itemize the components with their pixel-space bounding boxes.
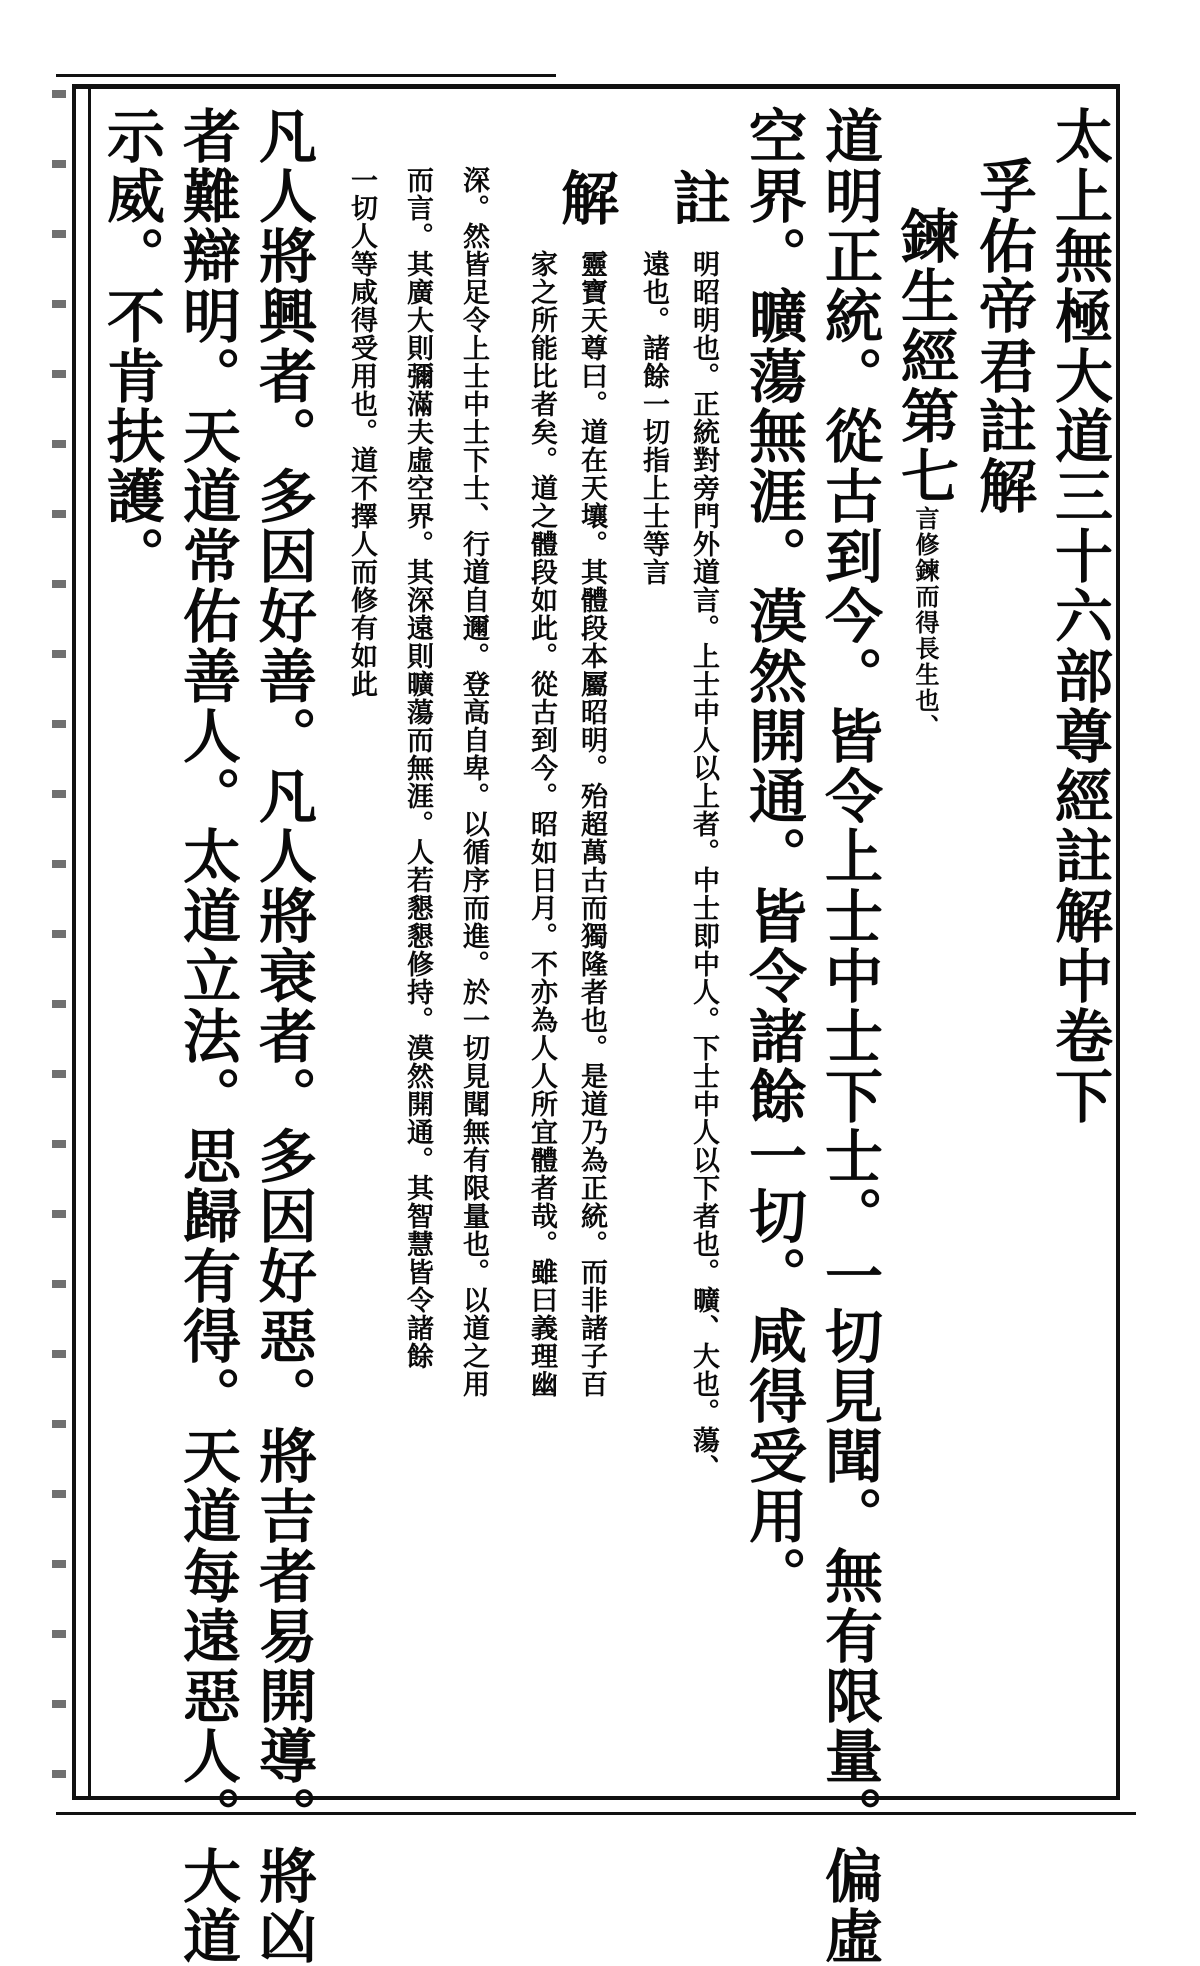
commentary-label-zhu: 註: [663, 168, 731, 228]
chapter-title: 鍊生經第七: [891, 206, 959, 506]
sutra-line-2: 空界。曠蕩無涯。漠然開通。皆令諸餘一切。咸得受用。: [739, 106, 807, 1606]
body-line-3: 示威。不肯扶護。: [97, 106, 165, 586]
body-line-1: 凡人將興者。多因好善。凡人將衰者。多因好惡。將吉者易開導。將凶: [249, 106, 317, 1966]
jie-line-2: 家之所能比者矣。道之體段如此。從古到今。昭如日月。不亦為人人所宜體者哉。雖曰義理幽: [526, 250, 557, 1398]
inner-rule: [88, 84, 91, 1800]
chapter-heading: [891, 206, 959, 740]
jie-line-5: 一切人等咸得受用也。道不擇人而修有如此: [346, 166, 377, 698]
zhu-line-2: 遠也。諸餘一切指上士等言: [638, 250, 669, 586]
commentary-label-jie: 解: [551, 168, 619, 228]
binding-edge: [52, 90, 66, 1790]
jie-line-3: 深。然皆足令上士中士下士、行道自邇。登高自卑。以循序而進。於一切見聞無有限量也。以道之用: [458, 166, 489, 1398]
page-title: 太上無極大道三十六部尊經註解中卷下: [1045, 106, 1113, 1126]
sutra-line-1: 道明正統。從古到今。皆令上士中士下士。一切見聞。無有限量。偏虛: [815, 106, 883, 1966]
chapter-note: 言修鍊而得長生也、: [911, 506, 940, 740]
jie-line-1: 靈寶天尊曰。道在天壤。其體段本屬昭明。殆超萬古而獨隆者也。是道乃為正統。而非諸子百: [576, 250, 607, 1398]
body-line-2: 者難辯明。天道常佑善人。太道立法。思歸有得。天道每遠惡人。大道: [173, 106, 241, 1966]
zhu-line-1: 明昭明也。正統對旁門外道言。上士中人以上者。中士即中人。下士中人以下者也。曠、大也。蕩、: [688, 250, 719, 1482]
jie-line-4: 而言。其廣大則彌滿夫虛空界。其深遠則曠蕩而無涯。人若懇懇修持。漠然開通。其智慧皆令諸餘: [402, 166, 433, 1370]
author-line: 孚佑帝君註解: [969, 156, 1037, 516]
top-rule: [56, 74, 556, 77]
